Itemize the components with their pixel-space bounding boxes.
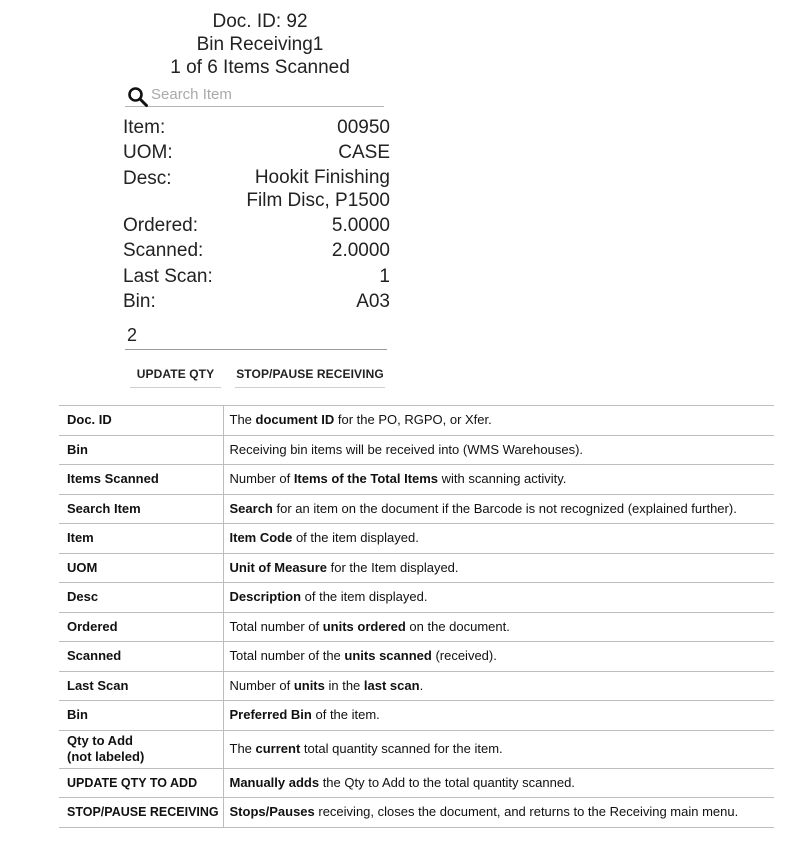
definition-text: the Qty to Add to the total quantity scanned. bbox=[319, 774, 575, 790]
table-row bbox=[59, 642, 774, 672]
definition-emphasis: units bbox=[293, 677, 325, 693]
term-cell bbox=[59, 524, 223, 554]
last-scan-label: Last Scan: bbox=[123, 266, 213, 287]
qty-to-add-field[interactable] bbox=[125, 323, 387, 350]
definition-text: Receiving bin items will be received into (WMS Warehouses). bbox=[229, 441, 584, 457]
definition-emphasis: last scan bbox=[363, 677, 420, 693]
table-row bbox=[59, 553, 774, 583]
definition-text: Total number of the bbox=[229, 648, 345, 664]
search-input[interactable] bbox=[151, 84, 381, 105]
term-cell bbox=[59, 701, 223, 731]
definition-emphasis: Unit of Measure bbox=[229, 559, 328, 575]
term-text: Ordered bbox=[67, 618, 118, 634]
term-text: Desc bbox=[67, 589, 99, 605]
stop-pause-receiving-button[interactable]: STOP/PAUSE RECEIVING bbox=[235, 360, 385, 388]
definition-text: receiving, closes the document, and returns to the Receiving main menu. bbox=[314, 804, 739, 820]
term-text: Doc. ID bbox=[67, 412, 112, 428]
definition-text: with scanning activity. bbox=[438, 471, 567, 487]
term-text: Qty to Add bbox=[67, 733, 133, 748]
definition-text: The bbox=[229, 741, 256, 756]
term-cell bbox=[59, 671, 223, 701]
definition-emphasis: Manually adds bbox=[229, 774, 320, 790]
definition-cell bbox=[223, 553, 774, 583]
ordered-label: Ordered: bbox=[123, 215, 198, 236]
last-scan-value: 1 bbox=[379, 266, 390, 287]
term-cell bbox=[59, 494, 223, 524]
definition-text: on the document. bbox=[405, 618, 510, 634]
definition-emphasis: document ID bbox=[255, 412, 335, 428]
table-row bbox=[59, 671, 774, 701]
table-row bbox=[59, 465, 774, 495]
definition-text: (received). bbox=[431, 648, 497, 664]
uom-label: UOM: bbox=[123, 142, 173, 163]
desc-value-line1: Hookit Finishing bbox=[254, 167, 390, 188]
definition-text: for an item on the document if the Barcode is not recognized (explained further). bbox=[272, 500, 737, 516]
definition-emphasis: current bbox=[255, 741, 301, 756]
item-value: 00950 bbox=[337, 117, 390, 138]
definition-text: Number of bbox=[229, 471, 294, 487]
table-row bbox=[59, 768, 774, 798]
term-text: STOP/PAUSE RECEIVING bbox=[67, 805, 219, 820]
table-row bbox=[59, 406, 774, 436]
term-cell bbox=[59, 730, 223, 768]
definition-text: of the item displayed. bbox=[292, 530, 419, 546]
definition-emphasis: Items of the Total Items bbox=[293, 471, 439, 487]
term-cell bbox=[59, 406, 223, 436]
definition-cell bbox=[223, 583, 774, 613]
term-text: Search Item bbox=[67, 500, 141, 516]
table-row bbox=[59, 494, 774, 524]
definition-cell bbox=[223, 494, 774, 524]
definition-text: for the Item displayed. bbox=[327, 559, 459, 575]
definition-emphasis: Stops/Pauses bbox=[229, 804, 315, 820]
definition-cell bbox=[223, 768, 774, 798]
table-row bbox=[59, 798, 774, 828]
desc-value-line2: Film Disc, P1500 bbox=[246, 190, 390, 211]
term-cell bbox=[59, 583, 223, 613]
definition-emphasis: Description bbox=[229, 589, 302, 605]
doc-id-header: Doc. ID: 92 bbox=[212, 11, 308, 32]
reference-table bbox=[59, 405, 774, 828]
definition-cell bbox=[223, 701, 774, 731]
term-text: Items Scanned bbox=[67, 471, 159, 487]
scanned-label: Scanned: bbox=[123, 240, 204, 261]
search-icon[interactable] bbox=[127, 86, 149, 108]
term-cell bbox=[59, 612, 223, 642]
qty-to-add-input[interactable] bbox=[125, 323, 387, 347]
definition-cell bbox=[223, 524, 774, 554]
definition-text: The bbox=[229, 412, 256, 428]
term-cell bbox=[59, 798, 223, 828]
definition-text: in the bbox=[324, 677, 364, 693]
term-text: Bin bbox=[67, 441, 88, 457]
term-cell bbox=[59, 435, 223, 465]
term-text: Scanned bbox=[67, 648, 122, 664]
term-cell bbox=[59, 642, 223, 672]
term-cell bbox=[59, 553, 223, 583]
term-subtext: (not labeled) bbox=[67, 749, 145, 764]
bin-label: Bin: bbox=[123, 291, 156, 312]
definition-text: total quantity scanned for the item. bbox=[300, 741, 503, 756]
desc-value bbox=[246, 166, 390, 212]
definition-cell bbox=[223, 798, 774, 828]
definition-cell bbox=[223, 406, 774, 436]
definition-cell bbox=[223, 671, 774, 701]
term-text: Item bbox=[67, 530, 94, 546]
term-text: UPDATE QTY TO ADD bbox=[67, 775, 198, 790]
definition-cell bbox=[223, 730, 774, 768]
definition-text: . bbox=[419, 677, 424, 693]
ordered-value: 5.0000 bbox=[331, 215, 390, 236]
definition-text: Number of bbox=[229, 677, 294, 693]
definition-text: of the item. bbox=[311, 707, 380, 723]
table-row bbox=[59, 524, 774, 554]
definition-emphasis: Item Code bbox=[229, 530, 293, 546]
table-row bbox=[59, 730, 774, 768]
definition-cell bbox=[223, 642, 774, 672]
term-text: UOM bbox=[67, 559, 98, 575]
update-qty-button[interactable]: UPDATE QTY bbox=[130, 360, 221, 388]
definition-cell bbox=[223, 435, 774, 465]
table-row bbox=[59, 583, 774, 613]
term-cell bbox=[59, 768, 223, 798]
table-row bbox=[59, 435, 774, 465]
term-text: Last Scan bbox=[67, 677, 129, 693]
table-row bbox=[59, 701, 774, 731]
definition-cell bbox=[223, 465, 774, 495]
definition-emphasis: units scanned bbox=[344, 648, 432, 664]
bin-header: Bin Receiving1 bbox=[196, 34, 324, 55]
table-row bbox=[59, 612, 774, 642]
term-cell bbox=[59, 465, 223, 495]
search-bar[interactable] bbox=[125, 84, 384, 107]
uom-value: CASE bbox=[338, 142, 390, 163]
bin-value: A03 bbox=[356, 291, 390, 312]
scanned-value: 2.0000 bbox=[331, 240, 390, 261]
items-scanned-header: 1 of 6 Items Scanned bbox=[170, 57, 350, 78]
definition-emphasis: Search bbox=[229, 500, 273, 516]
definition-text: for the PO, RGPO, or Xfer. bbox=[334, 412, 492, 428]
definition-text: of the item displayed. bbox=[301, 589, 428, 605]
definition-text: Total number of bbox=[229, 618, 323, 634]
term-text: Bin bbox=[67, 707, 88, 723]
definition-emphasis: Preferred Bin bbox=[229, 707, 312, 723]
definition-cell bbox=[223, 612, 774, 642]
item-label: Item: bbox=[123, 117, 166, 138]
definition-emphasis: units ordered bbox=[322, 618, 406, 634]
desc-label: Desc: bbox=[123, 168, 172, 189]
